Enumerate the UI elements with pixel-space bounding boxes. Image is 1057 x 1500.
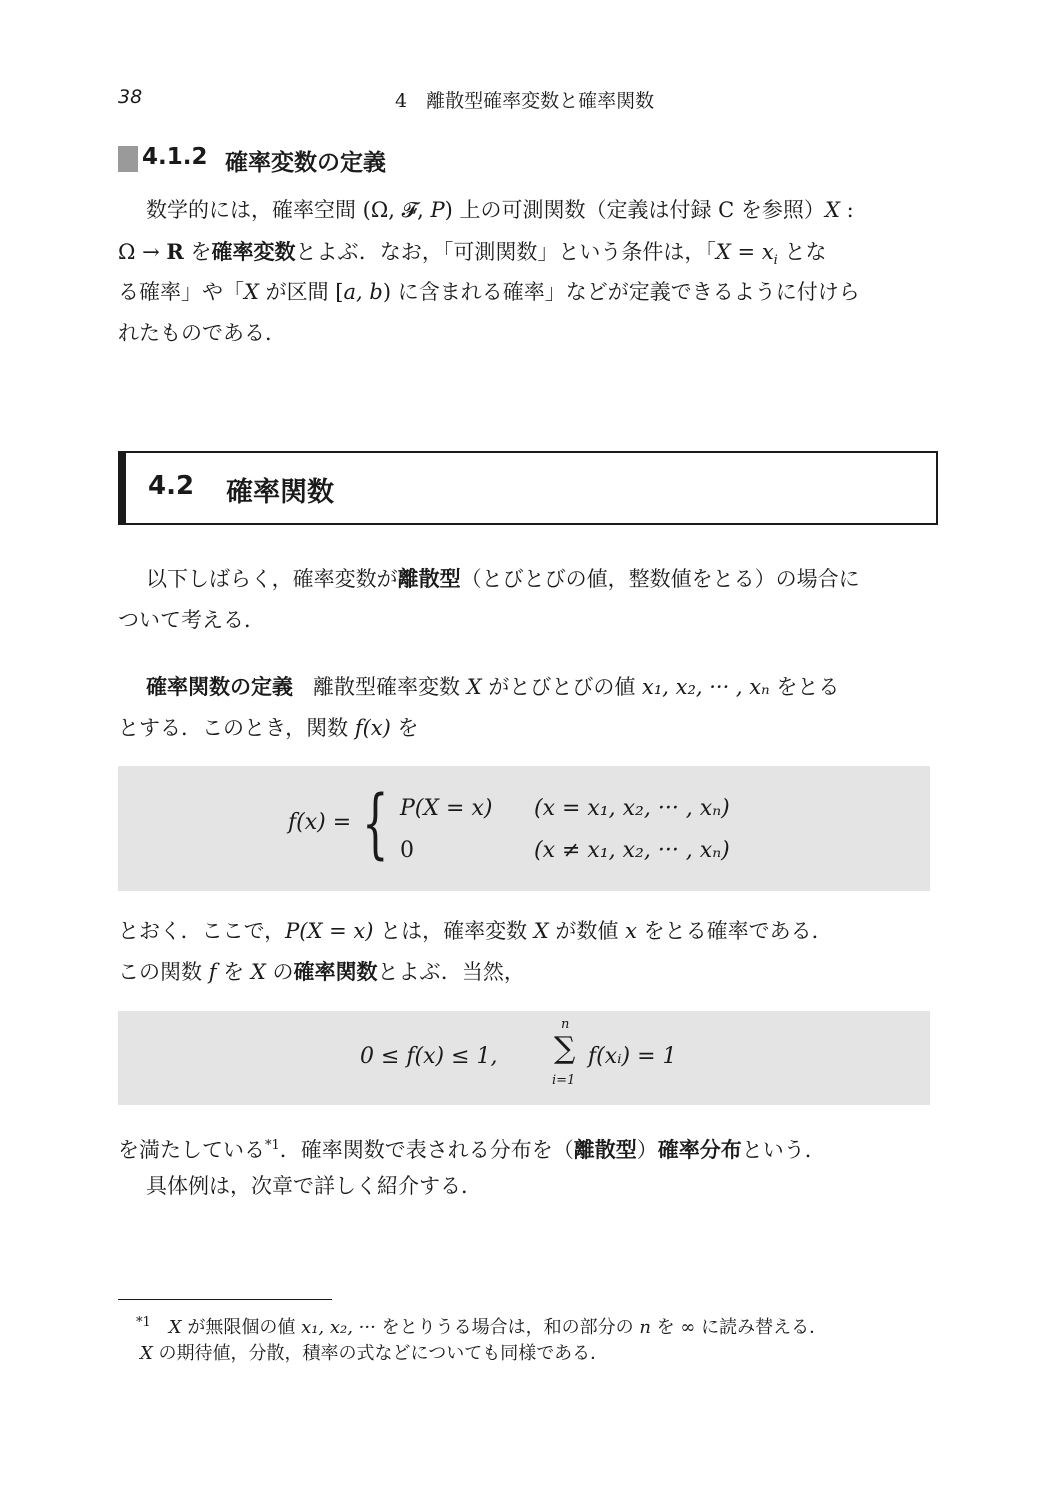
left-brace: { — [362, 778, 389, 867]
sum-expression: f(xᵢ) = 1 — [588, 1044, 677, 1069]
after-formula-paragraph: とおく．ここで，P(X = x) とは，確率変数 X が数値 x をとる確率である． この関数 f を X の確率関数とよぶ．当然， — [118, 919, 833, 984]
case2-condition: (x ≠ x₁, x₂, ··· , xₙ) — [534, 838, 730, 863]
formula-box-pmf — [118, 766, 930, 891]
closing-paragraph: を満たしている$^{*1}$．確率関数で表される分布を（離散型）確率分布という． 具体例は，次章で詳しく紹介する． — [118, 1138, 826, 1198]
case2-expression: 0 — [400, 838, 414, 863]
pmf-heading: 確率関数の定義 — [146, 675, 293, 699]
footnote: $^{*1}$ X が無限個の値 x₁, x₂, ··· をとりうる場合は，和の部分の n を ∞ に読み替える． X の期待値，分散，積率の式などについても同様である． — [136, 1315, 828, 1364]
subsection-marker — [118, 146, 138, 172]
sum-upper-limit: n — [561, 1017, 570, 1032]
formula-bounds: 0 ≤ f(x) ≤ 1, — [360, 1044, 498, 1069]
running-title: 4 離散型確率変数と確率関数 — [395, 90, 655, 112]
sum-sign: ∑ — [554, 1031, 576, 1066]
section-heading-box — [118, 451, 938, 525]
pmf-definition: 確率関数の定義 離散型確率変数 X がとびとびの値 x₁, x₂, ··· , xₙ をとる とする．このとき，関数 f(x) を — [118, 675, 840, 740]
case1-condition: (x = x₁, x₂, ··· , xₙ) — [534, 796, 730, 821]
footnote-mark: *1 — [136, 1315, 151, 1330]
section-number: 4.2 — [148, 471, 195, 501]
section-title: 確率関数 — [226, 477, 334, 508]
footnote-rule — [118, 1299, 332, 1300]
case1-expression: P(X = x) — [400, 796, 493, 821]
subsection-title: 確率変数の定義 — [225, 150, 386, 176]
sum-lower-limit: i=1 — [552, 1073, 576, 1088]
page-number: 38 — [118, 86, 143, 108]
subsection-number: 4.1.2 — [142, 144, 208, 170]
definition-paragraph: 数学的には，確率空間 (Ω, 𝓕, P) 上の可測関数（定義は付録 C を参照）X : Ω → R を確率変数とよぶ．なお，「可測関数」という条件は，「$X = x_i$ とな る確率」や「X が区間 [a, b) に含まれる確率」などが定義できるように付けら れたものである． — [118, 198, 860, 345]
formula-lhs: f(x) = — [288, 810, 352, 835]
formula-box-constraints — [118, 1011, 930, 1105]
intro-paragraph: 以下しばらく，確率変数が離散型（とびとびの値，整数値をとる）の場合に ついて考える． — [118, 567, 860, 632]
